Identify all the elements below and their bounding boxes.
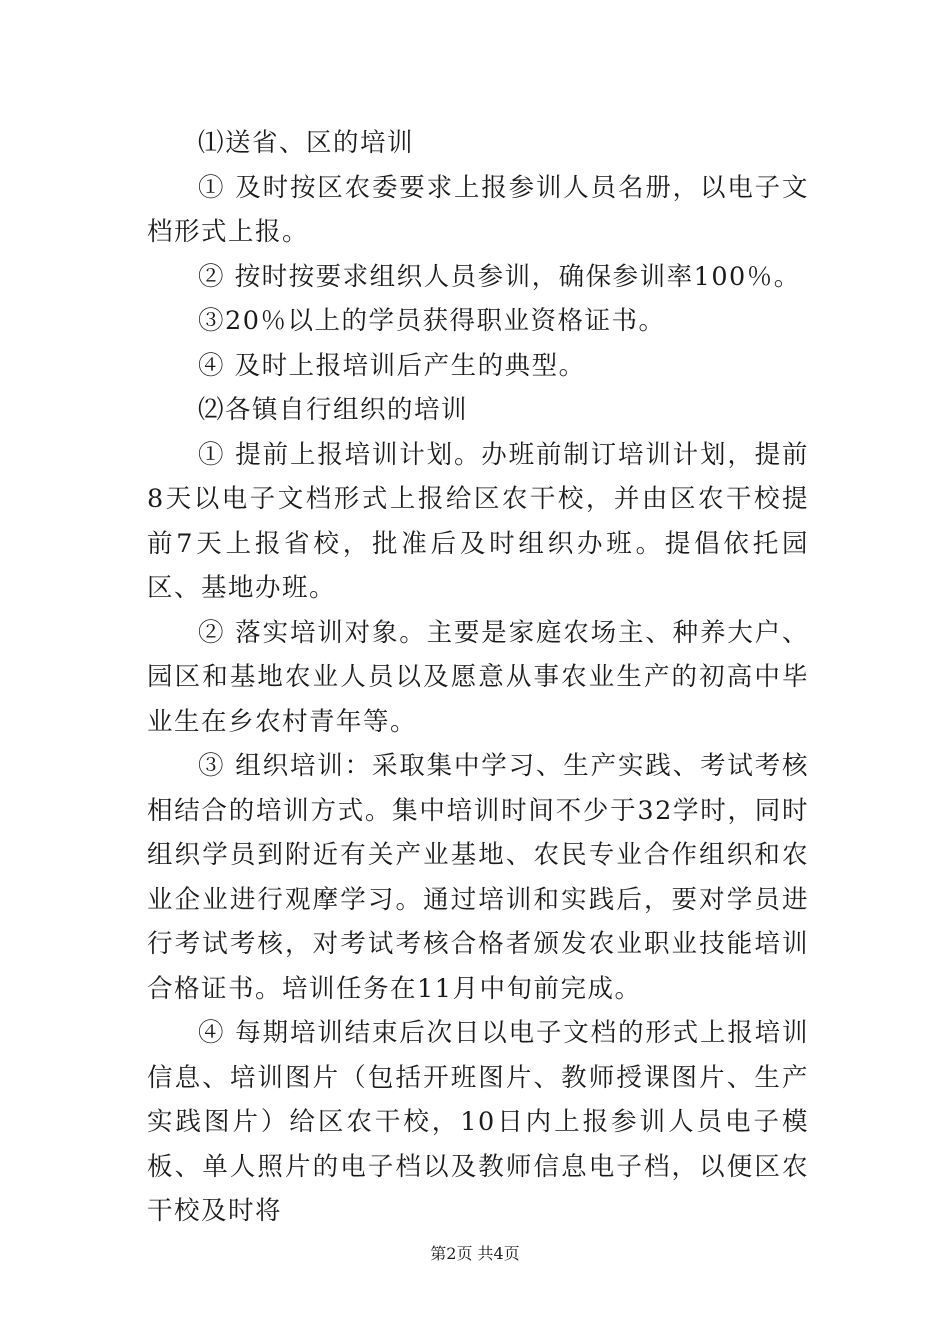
- paragraph-training-plan: ① 提前上报培训计划。办班前制订培训计划，提前8天以电子文档形式上报给区农干校，并由区农干校提前7天上报省校，批准后及时组织办班。提倡依托园区、基地办班。: [147, 439, 809, 603]
- document-body: [147, 121, 809, 1234]
- paragraph-report-roster: ① 及时按区农委要求上报参训人员名册，以电子文档形式上报。: [147, 172, 809, 247]
- paragraph-report-examples: ④ 及时上报培训后产生的典型。: [198, 350, 586, 381]
- paragraph-certificates: ③20％以上的学员获得职业资格证书。: [198, 306, 666, 336]
- paragraph-training-targets: ② 落实培训对象。主要是家庭农场主、种养大户、园区和基地农业人员以及愿意从事农业生产的初高中毕业生在乡农村青年等。: [147, 617, 809, 737]
- page-number-footer: 第2页 共4页: [430, 1244, 520, 1263]
- section-heading-town-training: ⑵各镇自行组织的培训: [198, 395, 469, 425]
- section-heading-provincial-training: ⑴送省、区的培训: [198, 128, 415, 158]
- paragraph-attendance: ② 按时按要求组织人员参训，确保参训率100％。: [198, 261, 801, 292]
- paragraph-organize-training: ③ 组织培训：采取集中学习、生产实践、考试考核相结合的培训方式。集中培训时间不少于32学时，同时组织学员到附近有关产业基地、农民专业合作组织和农业企业进行观摩学习。通过培训和实践后，要对学员进行考试考核，对考试考核合格者颁发农业职业技能培训合格证书。培训任务在11月中旬前完成。: [147, 751, 809, 1004]
- paragraph-report-info: ④ 每期培训结束后次日以电子文档的形式上报培训信息、培训图片（包括开班图片、教师授课图片、生产实践图片）给区农干校，10日内上报参训人员电子模板、单人照片的电子档以及教师信息电子档，以便区农干校及时将: [147, 1018, 809, 1226]
